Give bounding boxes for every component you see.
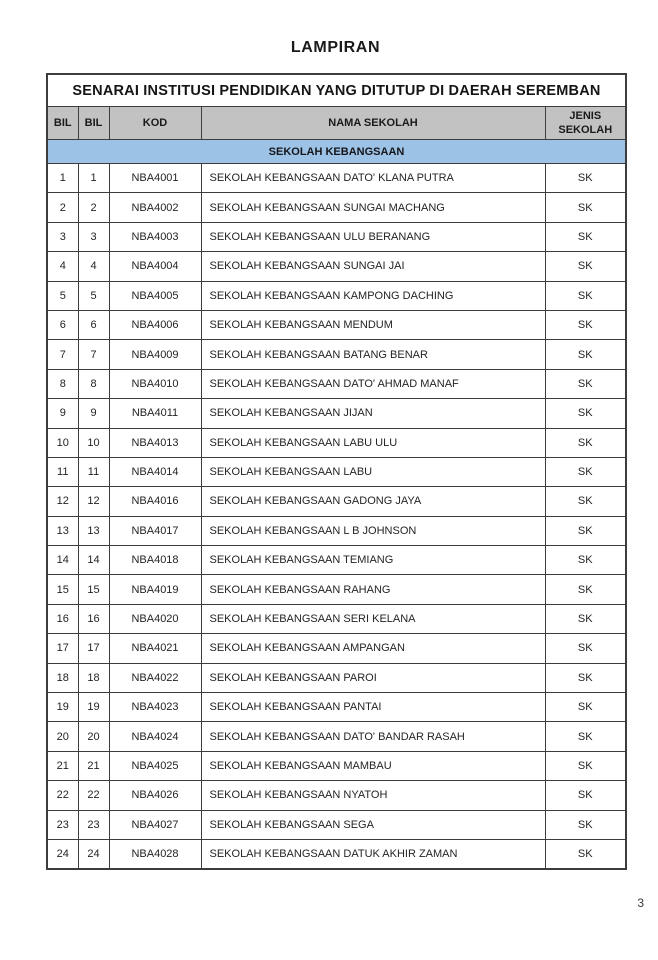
name-cell: SEKOLAH KEBANGSAAN SUNGAI JAI [201, 252, 545, 281]
bil-cell: 13 [47, 516, 78, 545]
bil2-cell: 20 [78, 722, 109, 751]
bil-cell: 21 [47, 751, 78, 780]
kod-cell: NBA4014 [109, 457, 201, 486]
name-cell: SEKOLAH KEBANGSAAN DATO' KLANA PUTRA [201, 164, 545, 193]
table-row [47, 722, 626, 751]
jenis-cell: SK [545, 164, 626, 193]
name-cell: SEKOLAH KEBANGSAAN RAHANG [201, 575, 545, 604]
table-row [47, 457, 626, 486]
kod-cell: NBA4026 [109, 781, 201, 810]
table-row [47, 281, 626, 310]
column-header-bil-1: BIL [47, 107, 78, 140]
name-cell: SEKOLAH KEBANGSAAN GADONG JAYA [201, 487, 545, 516]
name-cell: SEKOLAH KEBANGSAAN DATUK AKHIR ZAMAN [201, 839, 545, 869]
bil-cell: 3 [47, 222, 78, 251]
column-header-kod: KOD [109, 107, 201, 140]
table-row [47, 252, 626, 281]
name-cell: SEKOLAH KEBANGSAAN AMPANGAN [201, 634, 545, 663]
jenis-cell: SK [545, 340, 626, 369]
jenis-cell: SK [545, 810, 626, 839]
jenis-cell: SK [545, 428, 626, 457]
bil2-cell: 10 [78, 428, 109, 457]
table-header-row [47, 107, 626, 140]
bil-cell: 9 [47, 399, 78, 428]
bil-cell: 4 [47, 252, 78, 281]
bil2-cell: 16 [78, 604, 109, 633]
name-cell: SEKOLAH KEBANGSAAN MENDUM [201, 310, 545, 339]
bil2-cell: 3 [78, 222, 109, 251]
bil-cell: 18 [47, 663, 78, 692]
name-cell: SEKOLAH KEBANGSAAN SUNGAI MACHANG [201, 193, 545, 222]
jenis-cell: SK [545, 369, 626, 398]
table-row [47, 663, 626, 692]
bil-cell: 1 [47, 164, 78, 193]
jenis-cell: SK [545, 575, 626, 604]
kod-cell: NBA4005 [109, 281, 201, 310]
name-cell: SEKOLAH KEBANGSAAN PANTAI [201, 693, 545, 722]
kod-cell: NBA4002 [109, 193, 201, 222]
jenis-cell: SK [545, 839, 626, 869]
kod-cell: NBA4017 [109, 516, 201, 545]
jenis-cell: SK [545, 781, 626, 810]
name-cell: SEKOLAH KEBANGSAAN DATO' BANDAR RASAH [201, 722, 545, 751]
jenis-cell: SK [545, 722, 626, 751]
kod-cell: NBA4004 [109, 252, 201, 281]
table-body [47, 164, 626, 870]
bil-cell: 12 [47, 487, 78, 516]
section-header-label: SEKOLAH KEBANGSAAN [47, 140, 626, 164]
page-number: 3 [637, 896, 644, 910]
kod-cell: NBA4013 [109, 428, 201, 457]
bil-cell: 7 [47, 340, 78, 369]
jenis-cell: SK [545, 252, 626, 281]
page-title: LAMPIRAN [290, 39, 381, 56]
table-row [47, 634, 626, 663]
table-row [47, 340, 626, 369]
table-row [47, 546, 626, 575]
name-cell: SEKOLAH KEBANGSAAN DATO' AHMAD MANAF [201, 369, 545, 398]
table-row [47, 839, 626, 869]
bil2-cell: 22 [78, 781, 109, 810]
jenis-cell: SK [545, 546, 626, 575]
bil2-cell: 14 [78, 546, 109, 575]
bil2-cell: 8 [78, 369, 109, 398]
kod-cell: NBA4027 [109, 810, 201, 839]
kod-cell: NBA4006 [109, 310, 201, 339]
table-row [47, 516, 626, 545]
table-row [47, 751, 626, 780]
bil-cell: 22 [47, 781, 78, 810]
bil-cell: 8 [47, 369, 78, 398]
kod-cell: NBA4009 [109, 340, 201, 369]
jenis-cell: SK [545, 222, 626, 251]
bil2-cell: 18 [78, 663, 109, 692]
table-title-row [47, 74, 626, 107]
bil2-cell: 12 [78, 487, 109, 516]
name-cell: SEKOLAH KEBANGSAAN TEMIANG [201, 546, 545, 575]
kod-cell: NBA4018 [109, 546, 201, 575]
kod-cell: NBA4025 [109, 751, 201, 780]
name-cell: SEKOLAH KEBANGSAAN NYATOH [201, 781, 545, 810]
column-header-bil-2: BIL [78, 107, 109, 140]
table-row [47, 164, 626, 193]
kod-cell: NBA4003 [109, 222, 201, 251]
jenis-cell: SK [545, 663, 626, 692]
jenis-cell: SK [545, 310, 626, 339]
bil2-cell: 11 [78, 457, 109, 486]
bil-cell: 2 [47, 193, 78, 222]
table-row [47, 575, 626, 604]
jenis-cell: SK [545, 604, 626, 633]
bil-cell: 5 [47, 281, 78, 310]
bil2-cell: 24 [78, 839, 109, 869]
kod-cell: NBA4028 [109, 839, 201, 869]
table-row [47, 222, 626, 251]
bil-cell: 20 [47, 722, 78, 751]
bil-cell: 6 [47, 310, 78, 339]
bil-cell: 10 [47, 428, 78, 457]
kod-cell: NBA4020 [109, 604, 201, 633]
kod-cell: NBA4021 [109, 634, 201, 663]
table-row [47, 428, 626, 457]
bil-cell: 14 [47, 546, 78, 575]
jenis-cell: SK [545, 516, 626, 545]
kod-cell: NBA4001 [109, 164, 201, 193]
section-header-row [47, 140, 626, 164]
name-cell: SEKOLAH KEBANGSAAN LABU ULU [201, 428, 545, 457]
name-cell: SEKOLAH KEBANGSAAN MAMBAU [201, 751, 545, 780]
bil2-cell: 15 [78, 575, 109, 604]
table-row [47, 369, 626, 398]
bil2-cell: 19 [78, 693, 109, 722]
name-cell: SEKOLAH KEBANGSAAN JIJAN [201, 399, 545, 428]
bil2-cell: 23 [78, 810, 109, 839]
jenis-cell: SK [545, 457, 626, 486]
name-cell: SEKOLAH KEBANGSAAN KAMPONG DACHING [201, 281, 545, 310]
name-cell: SEKOLAH KEBANGSAAN ULU BERANANG [201, 222, 545, 251]
jenis-cell: SK [545, 487, 626, 516]
bil-cell: 11 [47, 457, 78, 486]
table-row [47, 193, 626, 222]
kod-cell: NBA4022 [109, 663, 201, 692]
bil2-cell: 21 [78, 751, 109, 780]
bil2-cell: 6 [78, 310, 109, 339]
kod-cell: NBA4024 [109, 722, 201, 751]
name-cell: SEKOLAH KEBANGSAAN LABU [201, 457, 545, 486]
bil2-cell: 1 [78, 164, 109, 193]
bil2-cell: 9 [78, 399, 109, 428]
table-row [47, 781, 626, 810]
bil2-cell: 2 [78, 193, 109, 222]
bil2-cell: 17 [78, 634, 109, 663]
jenis-cell: SK [545, 634, 626, 663]
jenis-cell: SK [545, 751, 626, 780]
bil2-cell: 5 [78, 281, 109, 310]
table-row [47, 693, 626, 722]
column-header-nama-sekolah: NAMA SEKOLAH [201, 107, 545, 140]
name-cell: SEKOLAH KEBANGSAAN L B JOHNSON [201, 516, 545, 545]
kod-cell: NBA4023 [109, 693, 201, 722]
table-row [47, 487, 626, 516]
name-cell: SEKOLAH KEBANGSAAN SEGA [201, 810, 545, 839]
table-row [47, 310, 626, 339]
table-row [47, 604, 626, 633]
bil2-cell: 7 [78, 340, 109, 369]
kod-cell: NBA4010 [109, 369, 201, 398]
bil-cell: 15 [47, 575, 78, 604]
bil-cell: 23 [47, 810, 78, 839]
jenis-cell: SK [545, 281, 626, 310]
bil2-cell: 13 [78, 516, 109, 545]
bil-cell: 19 [47, 693, 78, 722]
name-cell: SEKOLAH KEBANGSAAN SERI KELANA [201, 604, 545, 633]
column-header-jenis-sekolah: JENIS SEKOLAH [545, 107, 626, 140]
kod-cell: NBA4011 [109, 399, 201, 428]
jenis-cell: SK [545, 399, 626, 428]
school-list-table [46, 73, 627, 870]
bil2-cell: 4 [78, 252, 109, 281]
kod-cell: NBA4016 [109, 487, 201, 516]
bil-cell: 17 [47, 634, 78, 663]
table-row [47, 810, 626, 839]
name-cell: SEKOLAH KEBANGSAAN BATANG BENAR [201, 340, 545, 369]
jenis-cell: SK [545, 693, 626, 722]
table-row [47, 399, 626, 428]
jenis-cell: SK [545, 193, 626, 222]
table-title: SENARAI INSTITUSI PENDIDIKAN YANG DITUTUP DI DAERAH SEREMBAN [47, 74, 626, 107]
name-cell: SEKOLAH KEBANGSAAN PAROI [201, 663, 545, 692]
bil-cell: 16 [47, 604, 78, 633]
bil-cell: 24 [47, 839, 78, 869]
kod-cell: NBA4019 [109, 575, 201, 604]
